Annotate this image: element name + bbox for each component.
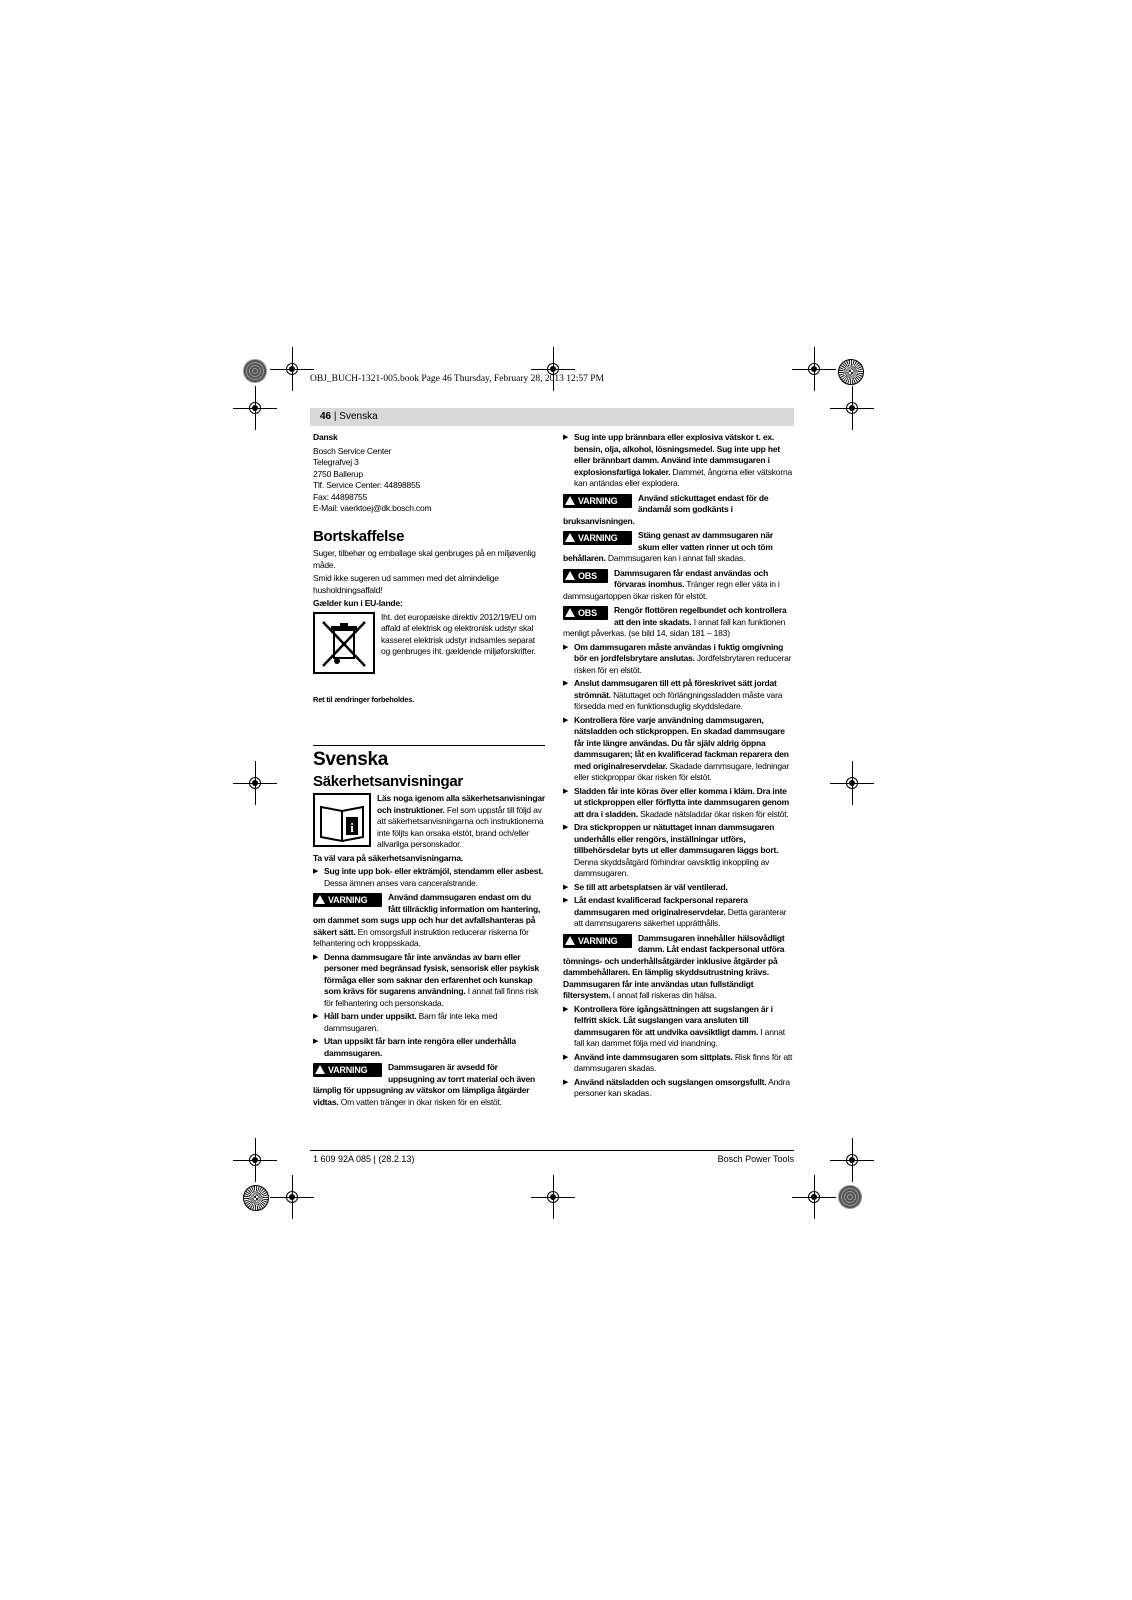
warning-triangle-icon — [315, 895, 325, 904]
warning-triangle-icon — [565, 571, 575, 580]
warning-badge: VARNING — [563, 531, 632, 545]
read-manual-icon — [313, 793, 371, 847]
warning-item: VARNING Stäng genast av dammsugaren när skum eller vatten rinner ut och töm behållaren. Dammsugaren kan i annat fall skadas. — [563, 530, 774, 563]
obs-badge: OBS — [563, 569, 608, 583]
warning-triangle-icon — [315, 1065, 325, 1074]
registration-disc — [838, 359, 864, 385]
right-column — [563, 432, 795, 1102]
list-item: ▶ Håll barn under uppsikt. Barn får inte leka med dammsugaren. — [313, 1011, 545, 1034]
list-item: ▶ Kontrollera före varje användning dammsugaren, nätsladden och stickproppen. En skadad dammsugare får inte längre användas. Du får själv aldrig öppna dammsugaren; låt en kvalificerad fackman reparera den med originalreservdelar. Skadade dammsugare, ledningar eller stickproppar ökar risken för elstöt. — [563, 715, 795, 784]
list-item: ▶ Låt endast kvalificerad fackpersonal reparera dammsugaren med originalreservdelar. Detta garanterar att dammsugarens säkerhet upprätthålls. — [563, 895, 795, 930]
list-item: ▶ Använd inte dammsugaren som sittplats. Risk finns för att dammsugaren skadas. — [563, 1052, 795, 1075]
crosshair-mark — [245, 1150, 265, 1170]
crosshair-mark — [543, 1187, 563, 1207]
paragraph: Suger, tilbehør og emballage skal genbruges på en miljøvenlig måde. — [313, 548, 536, 570]
address-line: 2750 Ballerup — [313, 468, 363, 479]
list-item: ▶ Använd nätsladden och sugslangen omsorgsfullt. Andra personer kan skadas. — [563, 1077, 795, 1100]
warning-badge: VARNING — [313, 1063, 382, 1077]
list-item: ▶ Se till att arbetsplatsen är väl ventilerad. — [563, 882, 795, 894]
warning-triangle-icon — [565, 496, 575, 505]
address-line: Fax: 44898755 — [313, 491, 368, 502]
list-item: ▶ Dra stickproppen ur nätuttaget innan dammsugaren underhålls eller rengörs, inställningar utförs, tillbehörsdelar byts ut eller dammsugaren läggs bort. Denna skyddsåtgärd förhindrar oavsiktlig inkoppling av dammsugaren. — [563, 822, 795, 880]
header-language: Svenska — [339, 411, 378, 422]
address-line: Bosch Service Center — [313, 445, 392, 456]
weee-bin-icon — [313, 612, 375, 674]
list-item: ▶ Sug inte upp brännbara eller explosiva vätskor t. ex. bensin, olja, alkohol, lösningsmedel. Sug inte upp het eller brännbart damm. Använd inte dammsugaren i explosionsfarliga lokaler. Dammet, ångorna eller vätskorna kan antändas eller explodera. — [563, 432, 795, 490]
paragraph: Smid ikke sugeren ud sammen med det almindelige husholdningsaffald! — [313, 573, 499, 595]
ret-text: Ret til ændringer forbeholdes. — [313, 694, 415, 704]
sakerhet-heading: Säkerhetsanvisningar — [313, 772, 463, 790]
address-line: Telegrafvej 3 — [313, 457, 359, 467]
footer-left: 1 609 92A 085 | (28.2.13) — [313, 1154, 415, 1164]
page-number: 46 — [320, 411, 332, 422]
dansk-heading: Dansk — [313, 432, 338, 442]
crosshair-mark — [804, 1187, 824, 1207]
eu-text: Iht. det europæiske direktiv 2012/19/EU om affald af elektrisk og elektronisk udstyr skal kasseret elektrisk udstyr indsamles separat og genbruges iht. gældende miljøforskrifter. — [381, 611, 537, 656]
address-line: Tlf. Service Center: 44898855 — [313, 480, 421, 490]
warning-item: VARNING Använd stickuttaget endast för de ändamål som godkänts i bruksanvisningen. — [563, 492, 769, 526]
address-block — [313, 446, 545, 515]
list-item: ▶ Kontrollera före igångsättningen att sugslangen är i felfritt skick. Låt sugslangen vara ansluten till dammsugaren för att undvika oavsiktligt damm. I annat fall kan dammet följa med vid inandning. — [563, 1004, 795, 1050]
list-item: ▶ Denna dammsugare får inte användas av barn eller personer med begränsad fysisk, sensorisk eller psykisk förmåga eller som saknar den erfarenhet och kunskap som krävs för sugarens användning. I annat fall finns risk för felhantering och personskada. — [313, 952, 545, 1010]
crosshair-mark — [842, 398, 862, 418]
list-item: ▶ Anslut dammsugaren till ett på föreskrivet sätt jordat strömnät. Nätuttaget och förlängningssladden måste vara försedda med en funktionsduglig skyddsledare. — [563, 678, 795, 713]
bortskaffelse-heading: Bortskaffelse — [313, 527, 405, 545]
registration-disc — [243, 359, 267, 383]
obs-item: OBS Dammsugaren får endast användas och förvaras inomhus. Tränger regn eller väta in i dammsugartoppen ökar risken för elstöt. — [563, 567, 780, 601]
crosshair-mark — [282, 1187, 302, 1207]
page-header: 46 | Svenska — [310, 408, 794, 426]
warning-badge: VARNING — [563, 934, 632, 948]
eu-heading: Gælder kun i EU-lande: — [313, 598, 403, 608]
warning-triangle-icon — [565, 608, 575, 617]
left-column — [313, 432, 545, 1110]
obs-item: OBS Rengör flottören regelbundet och kontrollera att den inte skadats. I annat fall kan funktionen menligt påverkas. (se bild 14, sidan 181 – 183) — [563, 605, 787, 638]
footer-right: Bosch Power Tools — [717, 1154, 794, 1164]
warning-triangle-icon — [565, 936, 575, 945]
crosshair-mark — [804, 359, 824, 379]
list-item: ▶ Sladden får inte köras över eller komma i kläm. Dra inte ut stickproppen eller förflytta inte dammsugaren genom att dra i sladden. Skadade nätsladdar ökar risken för elstöt. — [563, 786, 795, 821]
registration-disc — [243, 1185, 269, 1211]
crosshair-mark — [282, 359, 302, 379]
print-slug: OBJ_BUCH-1321-005.book Page 46 Thursday, February 28, 2013 12:57 PM — [310, 374, 604, 384]
svg-text:i: i — [350, 820, 354, 835]
read-bold: Läs noga igenom alla säkerhetsanvisningar och instruktioner. — [377, 793, 546, 815]
address-line: E-Mail: vaerktoej@dk.bosch.com — [313, 503, 432, 513]
warning-item: VARNING Dammsugaren är avsedd för uppsugning av torrt material och även lämplig för uppsugning av vätskor om lämpliga åtgärder vidtas. Om vatten tränger in ökar risken för en elstöt. — [313, 1062, 536, 1107]
section-divider — [313, 745, 545, 746]
list-item: ▶ Utan uppsikt får barn inte rengöra eller underhålla dammsugaren. — [313, 1036, 545, 1059]
crosshair-mark — [245, 773, 265, 793]
warning-badge: VARNING — [563, 494, 632, 508]
keep-instructions: Ta väl vara på säkerhetsanvisningarna. — [313, 852, 464, 863]
footer-rule — [310, 1150, 794, 1151]
warning-item: VARNING Använd dammsugaren endast om du fått tillräcklig information om hantering, om dammet som sugs upp och hur det avfallshanteras på säkert sätt. En omsorgsfull instruktion reducerar riskerna för felhantering och kroppsskada. — [313, 892, 541, 948]
list-item: ▶ Om dammsugaren måste användas i fuktig omgivning bör en jordfelsbrytare anslutas. Jordfelsbrytaren reducerar risken för en elstöt. — [563, 642, 795, 677]
registration-disc — [838, 1185, 862, 1209]
list-item: ▶ Sug inte upp bok- eller ekträmjöl, stendamm eller asbest. Dessa ämnen anses vara canceralstrande. — [313, 866, 545, 889]
svenska-heading: Svenska — [313, 749, 389, 770]
warning-item: VARNING Dammsugaren innehåller hälsovådligt damm. Låt endast fackpersonal utföra tömnings- och underhållsåtgärder inklusive åtgärder på dammbehållaren. En lämplig skyddsutrustning krävs. Dammsugaren får inte användas utan fullständigt filtersystem. I annat fall riskeras din hälsa. — [563, 932, 785, 1000]
warning-badge: VARNING — [313, 893, 382, 907]
read-text: Fel som uppstår till följd av att säkerhetsanvisningarna och instruktionerna inte följts kan orsaka elstöt, brand och/eller allvarliga personskador. — [377, 804, 544, 849]
warning-triangle-icon — [565, 533, 575, 542]
crosshair-mark — [842, 773, 862, 793]
crosshair-mark — [245, 398, 265, 418]
crosshair-mark — [842, 1150, 862, 1170]
obs-badge: OBS — [563, 606, 608, 620]
